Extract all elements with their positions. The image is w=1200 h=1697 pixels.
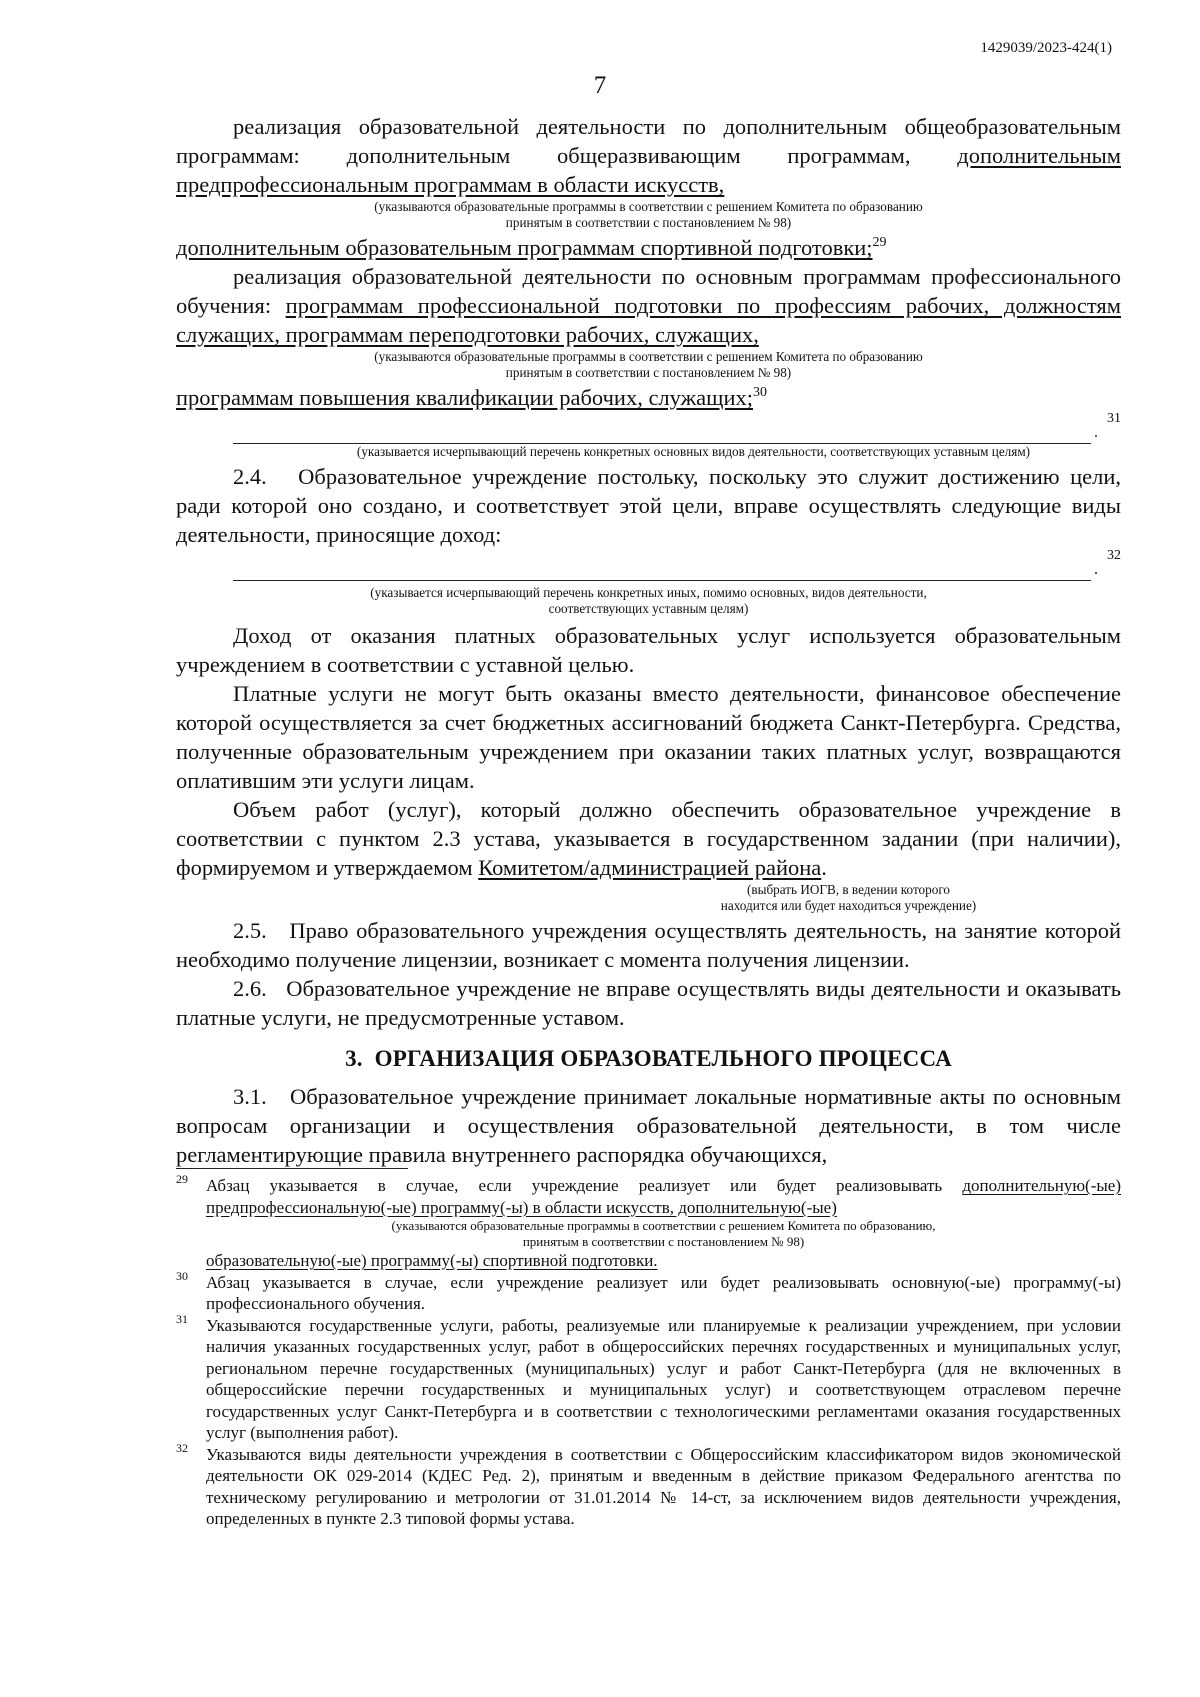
footnotes <box>176 1172 1122 1530</box>
paragraph-sport-programs <box>176 233 1121 262</box>
footnote-number: 31 <box>176 1311 188 1326</box>
underlined-fill-text: образовательную(-ые) программу(-ы) спортивной подготовки. <box>206 1251 658 1270</box>
footnote-number: 29 <box>176 1172 188 1186</box>
clause-2-4: 2.4. Образовательное учреждение постольку, поскольку это служит достижению цели, ради которой оно создано, и соответствует этой цели, вправе осуществлять следующие виды деятельности, приносящие доход: <box>176 464 1121 547</box>
fill-hint: (указывается исчерпывающий перечень конкретных иных, помимо основных, видов деятельности, соответствующих уставным целям) <box>370 585 927 616</box>
footnote-32: 32 Указываются виды деятельности учреждения в соответствии с Общероссийским классификатором видов экономической деятельности ОК 029-2014 (КДЕС Ред. 2), принятым и введенным в действие приказом Федерального агентства по техническому регулированию и метрологии от 31.01.2014 № 14-ст, за исключением видов деятельности учреждения, определенных в пункте 2.3 типовой формы устава. <box>176 1444 1121 1530</box>
footnote-ref: 30 <box>753 385 768 400</box>
underlined-fill-text: дополнительным предпрофессиональным программам в области искусств, <box>176 143 1121 197</box>
fill-hint: (указывается исчерпывающий перечень конкретных основных видов деятельности, соответствующих уставным целям) <box>356 444 1031 459</box>
footnote-ref: 32 <box>1107 548 1121 563</box>
document-body <box>176 112 1121 1169</box>
blank-fill-line: 31 . <box>233 412 1091 444</box>
footnote-separator <box>176 1168 408 1169</box>
paragraph-additional-programs: реализация образовательной деятельности по дополнительным общеобразовательным программам: дополнительным общеразвивающим программам, дополнительным предпрофессиональным программам в области искусств, <box>176 114 1121 197</box>
section-heading: 3. ОРГАНИЗАЦИЯ ОБРАЗОВАТЕЛЬНОГО ПРОЦЕССА <box>345 1046 952 1071</box>
underlined-fill-text: Комитетом/администрацией района <box>478 855 822 880</box>
paragraph-income: Доход от оказания платных образовательных услуг используется образовательным учреждением в соответствии с уставной целью. <box>176 623 1121 677</box>
paragraph-qualification-programs <box>176 383 1121 412</box>
footnote-number: 32 <box>176 1440 188 1455</box>
blank-fill-line: 32 . <box>233 549 1091 581</box>
underlined-fill-text: программам профессиональной подготовки по профессиям рабочих, должностям служащих, программам переподготовки рабочих, служащих, <box>176 293 1122 347</box>
page-number: 7 <box>593 72 607 99</box>
clause-2-5: 2.5. Право образовательного учреждения осуществлять деятельность, на занятие которой необходимо получение лицензии, возникает с момента получения лицензии. <box>176 918 1121 972</box>
paragraph-professional-programs: реализация образовательной деятельности по основным программам профессионального обучения: программам профессиональной подготовки по профессиям рабочих, должностям служащих, программам переподготовки рабочих, служащих, <box>176 264 1122 347</box>
footnote-30: 30 Абзац указывается в случае, если учреждение реализует или будет реализовывать основную(-ые) программу(-ы) профессионального обучения. <box>176 1272 1121 1315</box>
fill-hint: (указываются образовательные программы в соответствии с решением Комитета по образованию принятым в соответствии с постановлением № 98) <box>374 199 923 230</box>
clause-2-6: 2.6. Образовательное учреждение не вправе осуществлять виды деятельности и оказывать платные услуги, не предусмотренные уставом. <box>176 976 1121 1030</box>
footnote-31: 31 Указываются государственные услуги, работы, реализуемые или планируемые к реализации учреждением, при условии наличия указанных государственных услуг, работ в общероссийских перечнях государственных и муниципальных услуг, региональном перечне государственных (муниципальных) услуг и работ Санкт-Петербурга (для не включенных в общероссийские перечни государственных и муниципальных услуг) и соответствующем отраслевом перечне государственных услуг Санкт-Петербурга и в соответствии с технологическими регламентами оказания государственных услуг (выполнения работ). <box>176 1315 1121 1444</box>
footnote-29: 29 Абзац указывается в случае, если учреждение реализует или будет реализовывать дополнительную(-ые) предпрофессиональную(-ые) программу(-ы) в области искусств, дополнительную(-ые) (указываются образовательные программы в соответствии с решением Комитета по образованию, принятым в соответствии с постановлением № 98) образовательную(-ые) программу(-ы) спортивной подготовки. <box>176 1175 1121 1272</box>
underlined-fill-text: дополнительную(-ые) предпрофессиональную(-ые) программу(-ы) в области искусств, дополнительную(-ые) <box>206 1176 1122 1217</box>
paragraph-paid-services: Платные услуги не могут быть оказаны вместо деятельности, финансовое обеспечение которой осуществляется за счет бюджетных ассигнований бюджета Санкт-Петербурга. Средства, полученные образовательным учреждением при оказании таких платных услуг, возвращаются оплатившим эти услуги лицам. <box>176 681 1121 793</box>
clause-3-1: 3.1. Образовательное учреждение принимает локальные нормативные акты по основным вопросам организации и осуществления образовательной деятельности, в том числе регламентирующие правила внутреннего распорядка обучающихся, <box>176 1084 1121 1167</box>
fill-hint: (указываются образовательные программы в соответствии с решением Комитета по образованию, принятым в соответствии с постановлением № 98) <box>391 1218 936 1249</box>
fill-hint: (выбрать ИОГВ, в ведении которого находится или будет находиться учреждение) <box>720 882 977 913</box>
document-id: 1429039/2023-424(1) <box>980 40 1112 56</box>
paragraph-state-assignment: Объем работ (услуг), который должно обеспечить образовательное учреждение в соответствии с пунктом 2.3 устава, указывается в государственном задании (при наличии), формируемом и утверждаемом Комитетом/администрацией района. <box>176 797 1121 880</box>
underlined-fill-text: программам повышения квалификации рабочих, служащих; <box>176 385 754 410</box>
footnote-ref: 29 <box>872 235 887 250</box>
footnote-number: 30 <box>176 1268 188 1283</box>
fill-hint: (указываются образовательные программы в соответствии с решением Комитета по образованию принятым в соответствии с постановлением № 98) <box>374 349 923 380</box>
underlined-fill-text: дополнительным образовательным программам спортивной подготовки; <box>176 235 873 260</box>
footnote-ref: 31 <box>1107 411 1121 426</box>
